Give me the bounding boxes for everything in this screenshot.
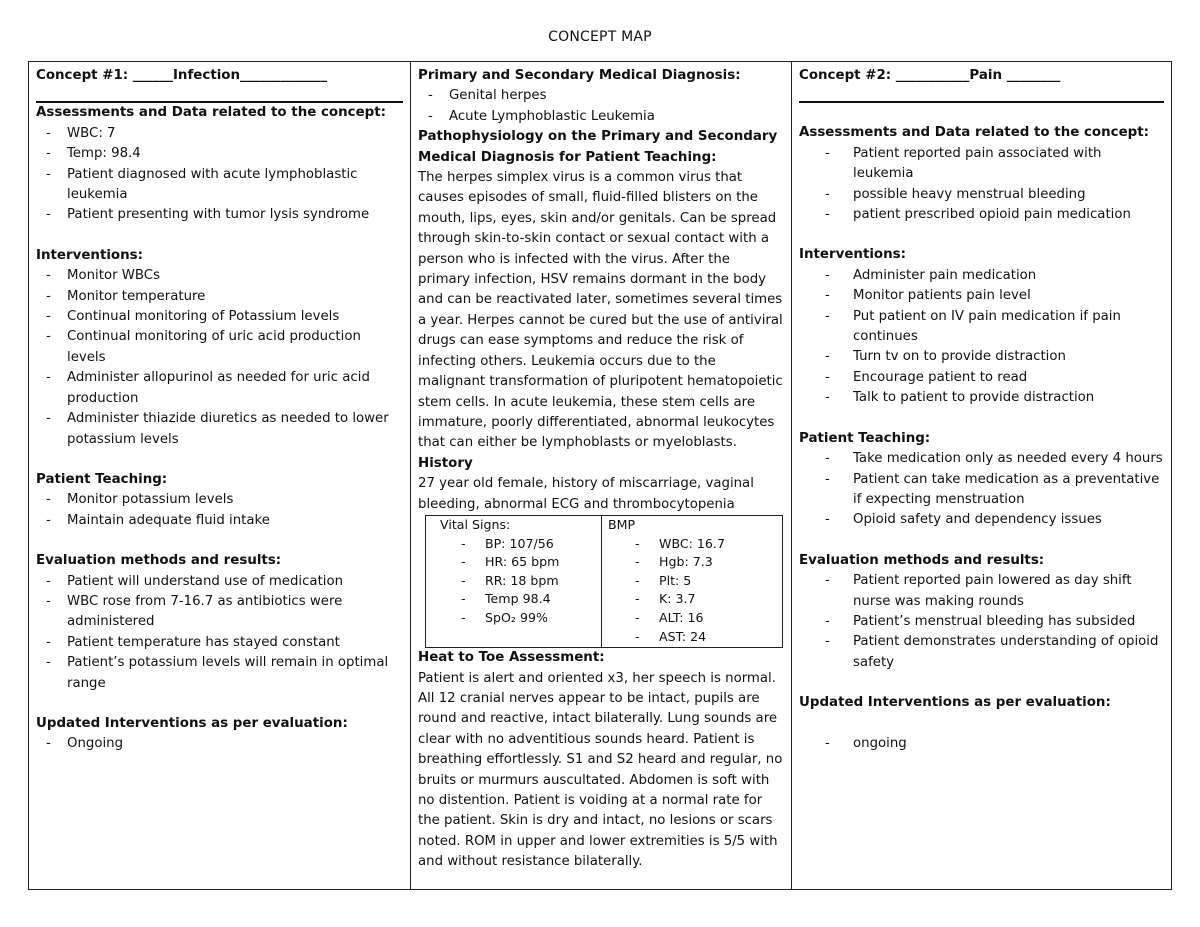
history-heading: History — [418, 455, 473, 471]
vitals-cell — [426, 516, 602, 647]
list-item: - Monitor temperature — [36, 287, 403, 307]
list-item: - Plt: 5 — [608, 572, 782, 591]
vitals-list — [440, 535, 601, 628]
h2t-heading: Heat to Toe Assessment: — [418, 650, 605, 666]
list-item: - Patient temperature has stayed constant — [36, 633, 403, 653]
list-item: - Administer thiazide diuretics as needed to lower potassium levels — [36, 409, 403, 450]
vitals-bmp-table — [425, 515, 783, 648]
list-item: - Administer pain medication — [799, 266, 1164, 286]
list-item: - HR: 65 bpm — [440, 553, 601, 572]
list-item: - Temp: 98.4 — [36, 144, 403, 164]
dx-heading: Primary and Secondary Medical Diagnosis: — [418, 68, 741, 83]
list-item: - Acute Lymphoblastic Leukemia — [418, 107, 784, 127]
list-item: - Take medication only as needed every 4 hours — [799, 449, 1164, 469]
list-item: - Patient’s potassium levels will remain in optimal range — [36, 653, 403, 694]
history-text: 27 year old female, history of miscarriage, vaginal bleeding, abnormal ECG and thrombocytopenia — [418, 476, 754, 512]
list-item: - SpO₂ 99% — [440, 609, 601, 628]
list-item: - Patient presenting with tumor lysis syndrome — [36, 205, 403, 225]
list-item: - Monitor patients pain level — [799, 286, 1164, 306]
list-item: - Monitor WBCs — [36, 266, 403, 286]
list-item: - Patient diagnosed with acute lymphoblastic leukemia — [36, 165, 403, 206]
list-item: - Encourage patient to read — [799, 368, 1164, 388]
concept2-teach-list — [799, 449, 1164, 531]
list-item: - Patient reported pain lowered as day shift nurse was making rounds — [799, 571, 1164, 612]
concept1-assess-heading: Assessments and Data related to the concept: — [36, 105, 387, 121]
patho-text: The herpes simplex virus is a common virus that causes episodes of small, fluid-filled blisters on the mouth, lips, eyes, skin and/or genitals. Can be spread through skin-to-skin contact or sexual contact with a person who is infected with the virus. After the primary infection, HSV remains dormant in the body and can be reactivated later, sometimes several times a year. Herpes cannot be cured but the use of antiviral drugs can ease symptoms and reduce the risk of infecting others. Leukemia occurs due to the malignant transformation of pluripotent hematopoietic stem cells. In acute leukemia, these stem cells are immature, poorly differentiated, abnormal leukocytes that can either be lymphoblasts or myeloblasts. — [418, 170, 783, 451]
list-item: - Hgb: 7.3 — [608, 553, 782, 572]
concept1-interv-list — [36, 266, 403, 450]
concept1-updated-list — [36, 734, 403, 754]
list-item: - K: 3.7 — [608, 590, 782, 609]
dx-list — [418, 86, 784, 127]
list-item: - Patient’s menstrual bleeding has subsided — [799, 612, 1164, 632]
list-item: - Continual monitoring of uric acid production levels — [36, 327, 403, 368]
list-item: - Administer allopurinol as needed for uric acid production — [36, 368, 403, 409]
concept1-eval-list — [36, 572, 403, 694]
concept1-eval-heading: Evaluation methods and results: — [36, 553, 282, 569]
list-item: - possible heavy menstrual bleeding — [799, 185, 1164, 205]
vitals-heading: Vital Signs: — [440, 516, 511, 532]
list-item: - ongoing — [799, 734, 1164, 754]
list-item: - Maintain adequate fluid intake — [36, 511, 403, 531]
concept-map-table — [28, 61, 1172, 890]
concept2-interv-list — [799, 266, 1164, 409]
list-item: - Patient demonstrates understanding of opioid safety — [799, 632, 1164, 673]
list-item: - Ongoing — [36, 734, 403, 754]
concept2-teach-heading: Patient Teaching: — [799, 430, 931, 446]
concept1-teach-heading: Patient Teaching: — [36, 471, 168, 487]
list-item: - Talk to patient to provide distraction — [799, 388, 1164, 408]
list-item: - Temp 98.4 — [440, 590, 601, 609]
concept2-eval-list — [799, 571, 1164, 673]
concept2-assess-heading: Assessments and Data related to the concept: — [799, 125, 1150, 141]
list-item: - Patient reported pain associated with leukemia — [799, 144, 1164, 185]
list-item: - RR: 18 bpm — [440, 572, 601, 591]
concept1-updated-heading: Updated Interventions as per evaluation: — [36, 715, 348, 731]
concept2-eval-heading: Evaluation methods and results: — [799, 552, 1045, 568]
concept2-assess-list — [799, 144, 1164, 226]
list-item: - Continual monitoring of Potassium levels — [36, 307, 403, 327]
concept1-heading: Concept #1: ______Infection_____________ — [36, 68, 328, 83]
list-item: - AST: 24 — [608, 628, 782, 647]
list-item: - WBC: 7 — [36, 124, 403, 144]
diagnosis-column — [411, 62, 792, 889]
concept2-interv-heading: Interventions: — [799, 247, 906, 263]
concept1-column — [29, 62, 411, 889]
list-item: - Patient can take medication as a preventative if expecting menstruation — [799, 470, 1164, 511]
list-item: - patient prescribed opioid pain medication — [799, 205, 1164, 225]
concept2-updated-list — [799, 734, 1164, 754]
list-item: - Turn tv on to provide distraction — [799, 347, 1164, 367]
list-item: - WBC rose from 7-16.7 as antibiotics were administered — [36, 592, 403, 633]
list-item: - WBC: 16.7 — [608, 535, 782, 554]
list-item: - Patient will understand use of medication — [36, 572, 403, 592]
page-title: CONCEPT MAP — [548, 29, 652, 45]
list-item: - BP: 107/56 — [440, 535, 601, 554]
list-item: - Opioid safety and dependency issues — [799, 510, 1164, 530]
bmp-cell — [602, 516, 782, 647]
concept2-heading: Concept #2: ___________Pain ________ — [799, 68, 1061, 83]
concept1-teach-list — [36, 490, 403, 531]
concept1-assess-list — [36, 124, 403, 226]
h2t-text: Patient is alert and oriented x3, her speech is normal. All 12 cranial nerves appear to be intact, pupils are round and reactive, intact bilaterally. Lung sounds are clear with no adventitious sounds heard. Patient is breathing effortlessly. S1 and S2 heard and regular, no bruits or murmurs auscultated. Abdomen is soft with no distention. Patient is voiding at a normal rate for the patient. Skin is dry and intact, no lesions or scars noted. ROM in upper and lower extremities is 5/5 with and without resistance bilaterally. — [418, 670, 783, 870]
bmp-list — [608, 535, 782, 647]
bmp-heading: BMP — [608, 516, 636, 532]
list-item: - Monitor potassium levels — [36, 490, 403, 510]
concept1-interv-heading: Interventions: — [36, 247, 143, 263]
list-item: - Genital herpes — [418, 86, 784, 106]
list-item: - Put patient on IV pain medication if pain continues — [799, 307, 1164, 348]
list-item: - ALT: 16 — [608, 609, 782, 628]
concept2-column — [792, 62, 1171, 889]
patho-heading: Pathophysiology on the Primary and Secondary Medical Diagnosis for Patient Teaching: — [418, 129, 778, 165]
concept2-updated-heading: Updated Interventions as per evaluation: — [799, 695, 1111, 711]
